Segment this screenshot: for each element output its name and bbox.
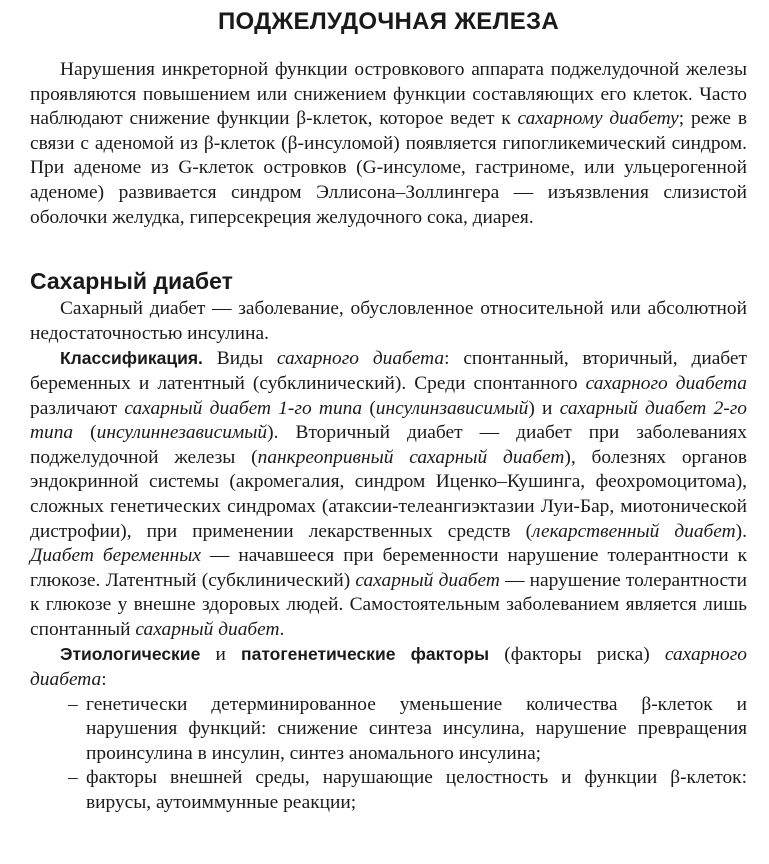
text-run: : спонтанный, вторичный, диабет беременных и латентный (субклинический). Среди спонтанного bbox=[30, 348, 747, 394]
text-run: Виды bbox=[202, 348, 277, 370]
italic-run: панкреопривный сахарный диабет bbox=[257, 446, 565, 468]
intro-paragraph bbox=[30, 58, 747, 230]
text-run: различают bbox=[30, 397, 125, 419]
italic-run: сахарного диабета bbox=[30, 644, 747, 691]
text-run: ). bbox=[735, 520, 747, 542]
intro-text: ; реже в связи с аденомой из β-клеток (β-инсуломой) появляется гипогликемический синдром. При аденоме из G-клеток островков (G-инсуломе, гастриноме, или ульцерогенной аденоме) развивается синдром Эллисона–Золлингера — изъязвления слизистой оболочки желудка, гиперсекреция желудочного сока, диарея. bbox=[30, 108, 747, 228]
italic-run: сахарный диабет bbox=[355, 569, 500, 591]
text-run: — нарушение толерантности к глюкозе у внешне здоровых людей. Самостоятельным заболеванием является лишь спонтанный bbox=[30, 569, 747, 640]
text-run: . bbox=[279, 618, 285, 640]
italic-run: инсулинзависимый bbox=[375, 397, 529, 419]
etiology-label: Этиологические bbox=[60, 644, 201, 665]
dash-bullet: – bbox=[68, 693, 78, 715]
pathogenesis-label: патогенетические факторы bbox=[241, 644, 490, 665]
dash-bullet: – bbox=[68, 767, 78, 789]
text-run: — начавшееся при беременности нарушение толерантности к глюкозе. Латентный (субклинический) bbox=[30, 545, 747, 591]
classification-paragraph bbox=[30, 346, 747, 642]
text-run: ) и bbox=[528, 397, 560, 419]
section-title: Сахарный диабет bbox=[30, 268, 233, 295]
italic-run: Диабет беременных bbox=[30, 545, 201, 567]
list-item bbox=[30, 693, 747, 767]
text-run: ), болезнях органов эндокринной системы (акромегалия, синдром Иценко–Кушинга, феохромоцитома), сложных генетических синдромах (атаксии-телеангиэктазии Луи-Бар, миотонической дистрофии), при применении лекарственных средств ( bbox=[30, 446, 748, 542]
definition-paragraph: Сахарный диабет — заболевание, обусловленное относительной или абсолютной недостаточностью инсулина. bbox=[30, 298, 747, 344]
italic-run: сахарный диабет 1-го типа bbox=[124, 397, 363, 419]
page-title: ПОДЖЕЛУДОЧНАЯ ЖЕЛЕЗА bbox=[217, 8, 560, 35]
text-run: (факторы риска) bbox=[489, 644, 665, 666]
text-run: ( bbox=[73, 422, 97, 444]
intro-text: Нарушения инкреторной функции островкового аппарата поджелудочной железы проявляются повышением или снижением функции составляющих его клеток. Часто наблюдают снижение функции β-клеток, которое ведет к bbox=[30, 59, 747, 130]
risk-factor-list bbox=[30, 693, 747, 816]
italic-run: сахарного диабета bbox=[585, 372, 748, 394]
intro-italic: сахарному диабету bbox=[517, 108, 679, 130]
classification-label: Классификация. bbox=[60, 348, 203, 369]
italic-run: сахарный диабет bbox=[135, 618, 280, 640]
list-item bbox=[30, 766, 747, 815]
italic-run: лекарственный диабет bbox=[532, 520, 736, 542]
italic-run: сахарного диабета bbox=[276, 348, 445, 370]
text-run: и bbox=[200, 644, 242, 666]
list-item-text: факторы внешней среды, нарушающие целостность и функции β-клеток: вирусы, аутоиммунные реакции; bbox=[86, 767, 747, 814]
italic-run: сахарный диабет 2-го типа bbox=[30, 397, 747, 444]
text-run: ( bbox=[362, 397, 376, 419]
text-run: ). Вторичный диабет — диабет при заболеваниях поджелудочной железы ( bbox=[30, 422, 747, 468]
etiology-paragraph bbox=[30, 642, 747, 692]
list-item-text: генетически детерминированное уменьшение количества β-клеток и нарушения функций: снижение синтеза инсулина, нарушение превращения проинсулина в инсулин, синтез аномального инсулина; bbox=[86, 693, 747, 764]
italic-run: инсулиннезависимый bbox=[96, 422, 268, 444]
text-run: : bbox=[101, 669, 107, 691]
